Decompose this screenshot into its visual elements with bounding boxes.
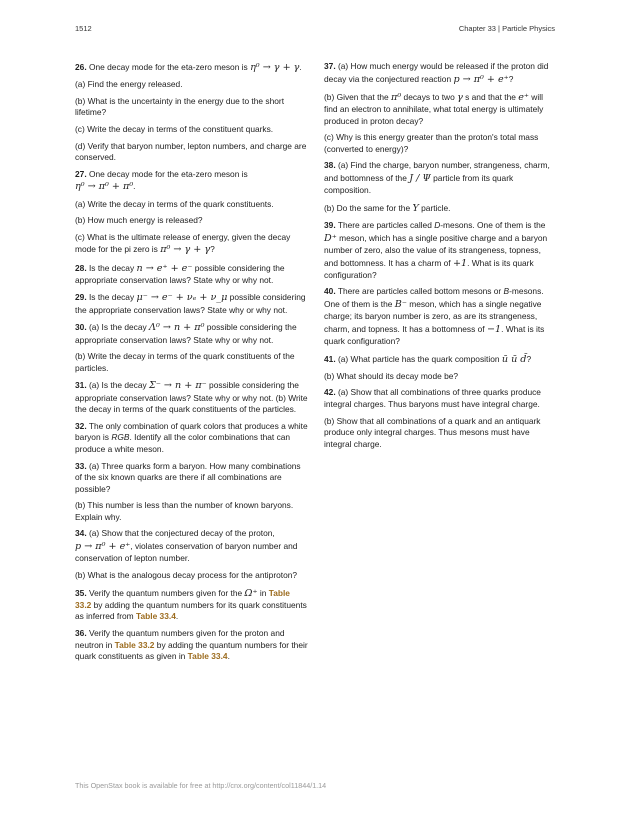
page-number: 1512 bbox=[75, 24, 92, 33]
problem-part: (c) Write the decay in terms of the constituent quarks. bbox=[75, 124, 274, 135]
equation: η⁰ → γ + γ bbox=[250, 62, 300, 73]
problem-31: 31. (a) Is the decay Σ⁻ → n + π⁻ possible considering the appropriate conservation laws? State why or why not. (b) Write the decay in terms of the quark constituents of the particles. bbox=[75, 380, 308, 415]
equation: π⁰ → γ + γ bbox=[160, 244, 211, 256]
equation: p → π⁰ + e⁺ bbox=[453, 73, 509, 85]
right-column bbox=[324, 58, 556, 455]
problem-26: 26. One decay mode for the eta-zero meson is η⁰ → γ + γ. bbox=[75, 62, 302, 73]
equation: Λ⁰ → n + π⁰ bbox=[149, 322, 205, 334]
equation: γ bbox=[457, 91, 463, 103]
table-33-4-link[interactable]: Table 33.4 bbox=[135, 611, 176, 622]
problem-29: 29. Is the decay μ⁻ → e⁻ + νₑ + ν_μ possible considering the appropriate conservation laws? State why or why not. bbox=[75, 292, 306, 315]
equation: Υ bbox=[412, 202, 419, 214]
problem-27: 27. One decay mode for the eta-zero meson is η⁰ → π⁰ + π⁰. bbox=[75, 168, 248, 193]
equation: +1 bbox=[452, 257, 468, 269]
problem-33: 33. (a) Three quarks form a baryon. How many combinations of the six known quarks are there if all combinations are possible? bbox=[75, 460, 301, 494]
table-33-2-link[interactable]: Table 33.2 bbox=[114, 639, 155, 650]
problem-36: 36. Verify the quantum numbers given for the proton and neutron in Table 33.2 by adding the quantum numbers for their quark constituents as given in Table 33.4. bbox=[75, 627, 308, 662]
equation: e⁺ bbox=[518, 91, 529, 103]
problem-30: 30. (a) Is the decay Λ⁰ → n + π⁰ possible considering the appropriate conservation laws? State why or why not. bbox=[75, 322, 297, 345]
equation: ū ū d̄ bbox=[501, 353, 527, 365]
problem-part: (c) What is the ultimate release of energy, given the decay mode for the pi zero is π⁰ → γ + γ? bbox=[75, 231, 291, 256]
problem-38: 38. (a) Find the charge, baryon number, strangeness, charm, and bottomness of the J / Ψ particle from its quark composition. bbox=[324, 160, 550, 196]
problem-37: 37. (a) How much energy would be released if the proton did decay via the conjectured reaction p → π⁰ + e⁺? bbox=[324, 61, 549, 85]
equation: Ω⁺ bbox=[244, 587, 258, 599]
problem-part: (a) Find the energy released. bbox=[75, 79, 183, 90]
equation: p → π⁰ + e⁺ bbox=[75, 541, 131, 553]
equation: μ⁻ → e⁻ + νₑ + ν_μ bbox=[136, 292, 228, 304]
table-33-4-link[interactable]: Table 33.4 bbox=[187, 651, 228, 662]
problem-part: (b) Write the decay in terms of the quark constituents of the particles. bbox=[75, 351, 295, 373]
equation: D⁺ bbox=[324, 232, 337, 244]
problem-35: 35. Verify the quantum numbers given for the Ω⁺ in Table 33.2 by adding the quantum numbers for its quark constituents as inferred from Table 33.4. bbox=[75, 587, 307, 622]
problem-34: 34. (a) Show that the conjectured decay of the proton, p → π⁰ + e⁺, violates conservation of baryon number and conservation of lepton number. bbox=[75, 528, 298, 564]
problem-32: 32. The only combination of quark colors that produces a white baryon is RGB. Identify all the color combinations that can produce a white meson. bbox=[75, 420, 308, 454]
problem-part: (b) Do the same for the Υ particle. bbox=[324, 202, 451, 214]
problem-part: (c) Why is this energy greater than the proton's total mass (converted to energy)? bbox=[324, 132, 539, 154]
equation: Σ⁻ → n + π⁻ bbox=[149, 380, 207, 392]
equation: B⁻ bbox=[394, 298, 407, 310]
problem-part: (b) What is the uncertainty in the energy due to the short lifetime? bbox=[75, 95, 285, 118]
problem-39: 39. There are particles called D-mesons. One of them is the D⁺ meson, which has a single positive charge and a baryon number of zero, also the value of its strangeness, topness, and bottomness. It has a charm of +1. What is its quark configuration? bbox=[324, 220, 548, 280]
equation: π⁰ bbox=[391, 91, 402, 103]
equation: J / Ψ bbox=[409, 173, 431, 185]
left-column bbox=[75, 58, 308, 668]
equation: n → e⁺ + e⁻ bbox=[136, 262, 193, 274]
problem-part: (b) How much energy is released? bbox=[75, 215, 203, 226]
equation: η⁰ → π⁰ + π⁰ bbox=[75, 181, 134, 193]
problem-42: 42. (a) Show that all combinations of three quarks produce integral charges. Thus baryons must have integral charge. bbox=[324, 387, 541, 410]
chapter-title: Chapter 33 | Particle Physics bbox=[458, 24, 555, 33]
equation: −1 bbox=[486, 323, 502, 335]
problem-part: (a) Write the decay in terms of the quark constituents. bbox=[75, 198, 274, 209]
footer-note: This OpenStax book is available for free at http://cnx.org/content/col11844/1.14 bbox=[75, 781, 327, 790]
problem-40: 40. There are particles called bottom mesons or B-mesons. One of them is the B⁻ meson, which has a single negative charge; its baryon number is zero, as are its strangeness, charm, and topness. It has a bottomness of −1. What is its quark configuration? bbox=[324, 286, 545, 346]
problem-part: (b) Show that all combinations of a quark and an antiquark produce only integral charges. Thus mesons must have integral charge. bbox=[324, 415, 541, 449]
problem-part: (d) Verify that baryon number, lepton numbers, and charge are conserved. bbox=[75, 140, 307, 163]
problem-28: 28. Is the decay n → e⁺ + e⁻ possible considering the appropriate conservation laws? State why or why not. bbox=[75, 262, 285, 285]
problem-part: (b) What should its decay mode be? bbox=[324, 370, 459, 381]
problem-part: (b) Given that the π⁰ decays to two γ s and that the e⁺ will find an electron to annihilate, what total energy is ultimately produced in proton decay? bbox=[324, 91, 544, 126]
problem-41: 41. (a) What particle has the quark composition ū ū d̄? bbox=[324, 353, 532, 365]
problem-part: (b) This number is less than the number of known baryons. Explain why. bbox=[75, 500, 294, 522]
problem-part: (b) What is the analogous decay process for the antiproton? bbox=[75, 569, 298, 580]
table-33-2-link[interactable]: Table 33.2 bbox=[75, 587, 290, 610]
